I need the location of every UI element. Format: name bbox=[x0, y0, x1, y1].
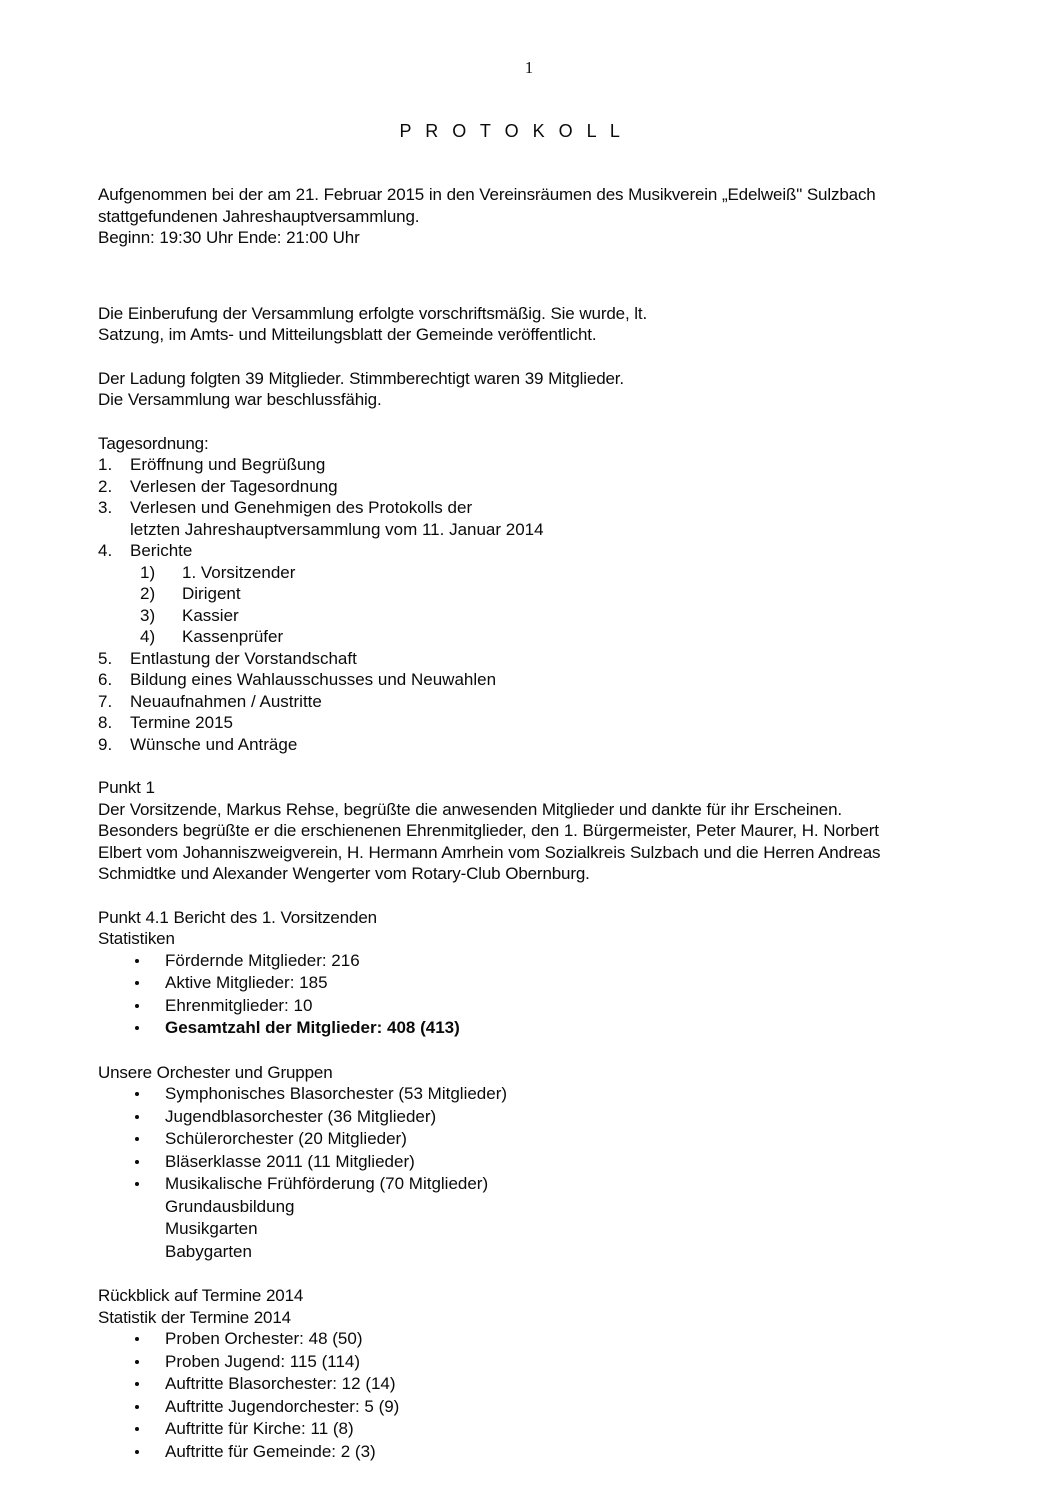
agenda-item bbox=[98, 648, 938, 670]
bullet-icon bbox=[135, 1382, 139, 1386]
page-number: 1 bbox=[524, 58, 534, 77]
attendance-line-1: Der Ladung folgten 39 Mitglieder. Stimmberechtigt waren 39 Mitglieder. bbox=[98, 368, 624, 388]
statistic-label: Aktive Mitglieder: 185 bbox=[165, 973, 328, 992]
statistic-label: Ehrenmitglieder: 10 bbox=[165, 995, 313, 1015]
agenda-item bbox=[98, 454, 938, 476]
spacer bbox=[98, 346, 938, 368]
agenda-item-label: Termine 2015 bbox=[130, 713, 234, 732]
orchester-subline: Babygarten bbox=[165, 1241, 252, 1261]
spacer bbox=[98, 411, 938, 433]
agenda-subitem bbox=[130, 562, 938, 584]
termine-list bbox=[98, 1328, 938, 1463]
spacer bbox=[98, 291, 938, 303]
bullet-icon bbox=[135, 1182, 139, 1186]
orchester-label: Schülerorchester (20 Mitglieder) bbox=[165, 1129, 407, 1148]
agenda-subitem bbox=[130, 583, 938, 605]
agenda-heading: Tagesordnung: bbox=[98, 433, 209, 453]
document-body bbox=[98, 120, 938, 1463]
agenda-subitem-number: 3) bbox=[140, 605, 156, 625]
spacer bbox=[98, 885, 938, 907]
agenda-item-label: Verlesen der Tagesordnung bbox=[130, 476, 338, 496]
list-item bbox=[98, 1373, 938, 1396]
agenda-item-label: Verlesen und Genehmigen des Protokolls der bbox=[130, 498, 473, 517]
list-item bbox=[98, 1083, 938, 1106]
statistic-label-total: Gesamtzahl der Mitglieder: 408 (413) bbox=[165, 1018, 460, 1037]
spacer bbox=[98, 249, 938, 291]
spacer bbox=[98, 1040, 938, 1062]
agenda-list bbox=[98, 454, 938, 755]
agenda-subitem-label: Kassier bbox=[182, 605, 239, 625]
page-title: P R O T O K O L L bbox=[399, 121, 625, 141]
list-item bbox=[98, 1396, 938, 1419]
agenda-item-number: 9. bbox=[98, 734, 113, 754]
termine-label: Auftritte Jugendorchester: 5 (9) bbox=[165, 1396, 400, 1416]
spacer bbox=[98, 755, 938, 777]
agenda-subitem-label: Dirigent bbox=[182, 584, 241, 603]
bullet-icon bbox=[135, 1026, 139, 1030]
bullet-icon bbox=[135, 981, 139, 985]
agenda-item-number: 6. bbox=[98, 670, 113, 689]
agenda-item-number: 3. bbox=[98, 498, 113, 517]
agenda-item-number: 8. bbox=[98, 713, 113, 732]
agenda-subitem bbox=[130, 605, 938, 627]
agenda-item-number: 1. bbox=[98, 455, 113, 474]
agenda-item-label: Wünsche und Anträge bbox=[130, 734, 298, 754]
agenda-item bbox=[98, 497, 938, 540]
bullet-icon bbox=[135, 1405, 139, 1409]
spacer bbox=[98, 1263, 938, 1285]
bullet-icon bbox=[135, 1360, 139, 1364]
orchester-subline: Grundausbildung bbox=[165, 1196, 295, 1216]
agenda-item bbox=[98, 540, 938, 648]
bullet-icon bbox=[135, 1115, 139, 1119]
agenda-item-label: Eröffnung und Begrüßung bbox=[130, 455, 326, 474]
orchester-label: Jugendblasorchester (36 Mitglieder) bbox=[165, 1106, 437, 1126]
orchester-label: Symphonisches Blasorchester (53 Mitglieder) bbox=[165, 1084, 508, 1103]
convocation-line-1: Die Einberufung der Versammlung erfolgte vorschriftsmäßig. Sie wurde, lt. bbox=[98, 303, 648, 323]
list-item bbox=[98, 1128, 938, 1151]
agenda-item-label: Berichte bbox=[130, 541, 193, 560]
agenda-subitem-number: 4) bbox=[140, 627, 156, 646]
punkt1-line-4: Schmidtke und Alexander Wengerter vom Rotary-Club Obernburg. bbox=[98, 864, 590, 883]
agenda-item-label-continued: letzten Jahreshauptversammlung vom 11. Januar 2014 bbox=[130, 519, 544, 539]
list-item bbox=[98, 1351, 938, 1374]
agenda-item bbox=[98, 712, 938, 734]
orchester-label: Musikalische Frühförderung (70 Mitglieder) bbox=[165, 1174, 489, 1193]
termine-label: Proben Jugend: 115 (114) bbox=[165, 1351, 361, 1371]
spacer bbox=[98, 142, 938, 184]
attendance-line-2: Die Versammlung war beschlussfähig. bbox=[98, 390, 382, 409]
agenda-item bbox=[98, 734, 938, 756]
intro-line-1: Aufgenommen bei der am 21. Februar 2015 in den Vereinsräumen des Musikverein „Edelweiß" Sulzbach bbox=[98, 185, 876, 204]
agenda-subitem-label: Kassenprüfer bbox=[182, 627, 284, 646]
bullet-icon bbox=[135, 1004, 139, 1008]
termine-heading-1: Rückblick auf Termine 2014 bbox=[98, 1286, 304, 1305]
orchester-list bbox=[98, 1083, 938, 1263]
bullet-icon bbox=[135, 1427, 139, 1431]
termine-label: Auftritte für Kirche: 11 (8) bbox=[165, 1419, 354, 1438]
list-item bbox=[98, 1418, 938, 1441]
orchester-subline: Musikgarten bbox=[165, 1219, 258, 1238]
intro-line-3: Beginn: 19:30 Uhr Ende: 21:00 Uhr bbox=[98, 228, 360, 247]
convocation-line-2: Satzung, im Amts- und Mitteilungsblatt der Gemeinde veröffentlicht. bbox=[98, 325, 597, 344]
agenda-subitem-label: 1. Vorsitzender bbox=[182, 562, 296, 582]
punkt1-line-2: Besonders begrüßte er die erschienenen Ehrenmitglieder, den 1. Bürgermeister, Peter Maurer, H. Norbert bbox=[98, 821, 879, 840]
agenda-item-number: 7. bbox=[98, 691, 113, 711]
agenda-item-label: Neuaufnahmen / Austritte bbox=[130, 691, 322, 711]
punkt1-heading: Punkt 1 bbox=[98, 778, 155, 797]
list-item bbox=[98, 1151, 938, 1174]
punkt1-line-3: Elbert vom Johanniszweigverein, H. Hermann Amrhein vom Sozialkreis Sulzbach und die Herren Andreas bbox=[98, 842, 881, 862]
agenda-item bbox=[98, 476, 938, 498]
list-item bbox=[98, 1328, 938, 1351]
list-item bbox=[98, 1106, 938, 1129]
orchester-label: Bläserklasse 2011 (11 Mitglieder) bbox=[165, 1151, 415, 1171]
termine-heading-2: Statistik der Termine 2014 bbox=[98, 1307, 291, 1327]
punkt41-subheading: Statistiken bbox=[98, 929, 175, 948]
statistic-label: Fördernde Mitglieder: 216 bbox=[165, 950, 360, 970]
agenda-item-label: Entlastung der Vorstandschaft bbox=[130, 648, 357, 668]
punkt41-heading: Punkt 4.1 Bericht des 1. Vorsitzenden bbox=[98, 907, 377, 927]
agenda-item bbox=[98, 691, 938, 713]
agenda-item-number: 2. bbox=[98, 476, 113, 496]
list-item bbox=[98, 995, 938, 1018]
list-item bbox=[98, 1441, 938, 1464]
orchester-heading: Unsere Orchester und Gruppen bbox=[98, 1062, 333, 1082]
intro-line-2: stattgefundenen Jahreshauptversammlung. bbox=[98, 206, 420, 226]
agenda-subitem-number: 1) bbox=[140, 562, 156, 582]
agenda-item bbox=[98, 669, 938, 691]
punkt1-line-1: Der Vorsitzende, Markus Rehse, begrüßte die anwesenden Mitglieder und dankte für ihr Erscheinen. bbox=[98, 799, 842, 819]
agenda-item-number: 4. bbox=[98, 541, 113, 560]
agenda-subitem bbox=[130, 626, 938, 648]
termine-label: Auftritte für Gemeinde: 2 (3) bbox=[165, 1441, 376, 1461]
bullet-icon bbox=[135, 1092, 139, 1096]
agenda-sublist bbox=[130, 562, 938, 648]
termine-label: Auftritte Blasorchester: 12 (14) bbox=[165, 1374, 396, 1393]
agenda-subitem-number: 2) bbox=[140, 584, 156, 603]
list-item bbox=[98, 1017, 938, 1040]
bullet-icon bbox=[135, 1450, 139, 1454]
agenda-item-label: Bildung eines Wahlausschusses und Neuwahlen bbox=[130, 670, 497, 689]
termine-label: Proben Orchester: 48 (50) bbox=[165, 1329, 363, 1348]
list-item bbox=[98, 972, 938, 995]
bullet-icon bbox=[135, 1337, 139, 1341]
bullet-icon bbox=[135, 1160, 139, 1164]
bullet-icon bbox=[135, 959, 139, 963]
agenda-item-number: 5. bbox=[98, 648, 113, 668]
bullet-icon bbox=[135, 1137, 139, 1141]
list-item bbox=[98, 1173, 938, 1263]
list-item bbox=[98, 950, 938, 973]
statistics-list bbox=[98, 950, 938, 1040]
